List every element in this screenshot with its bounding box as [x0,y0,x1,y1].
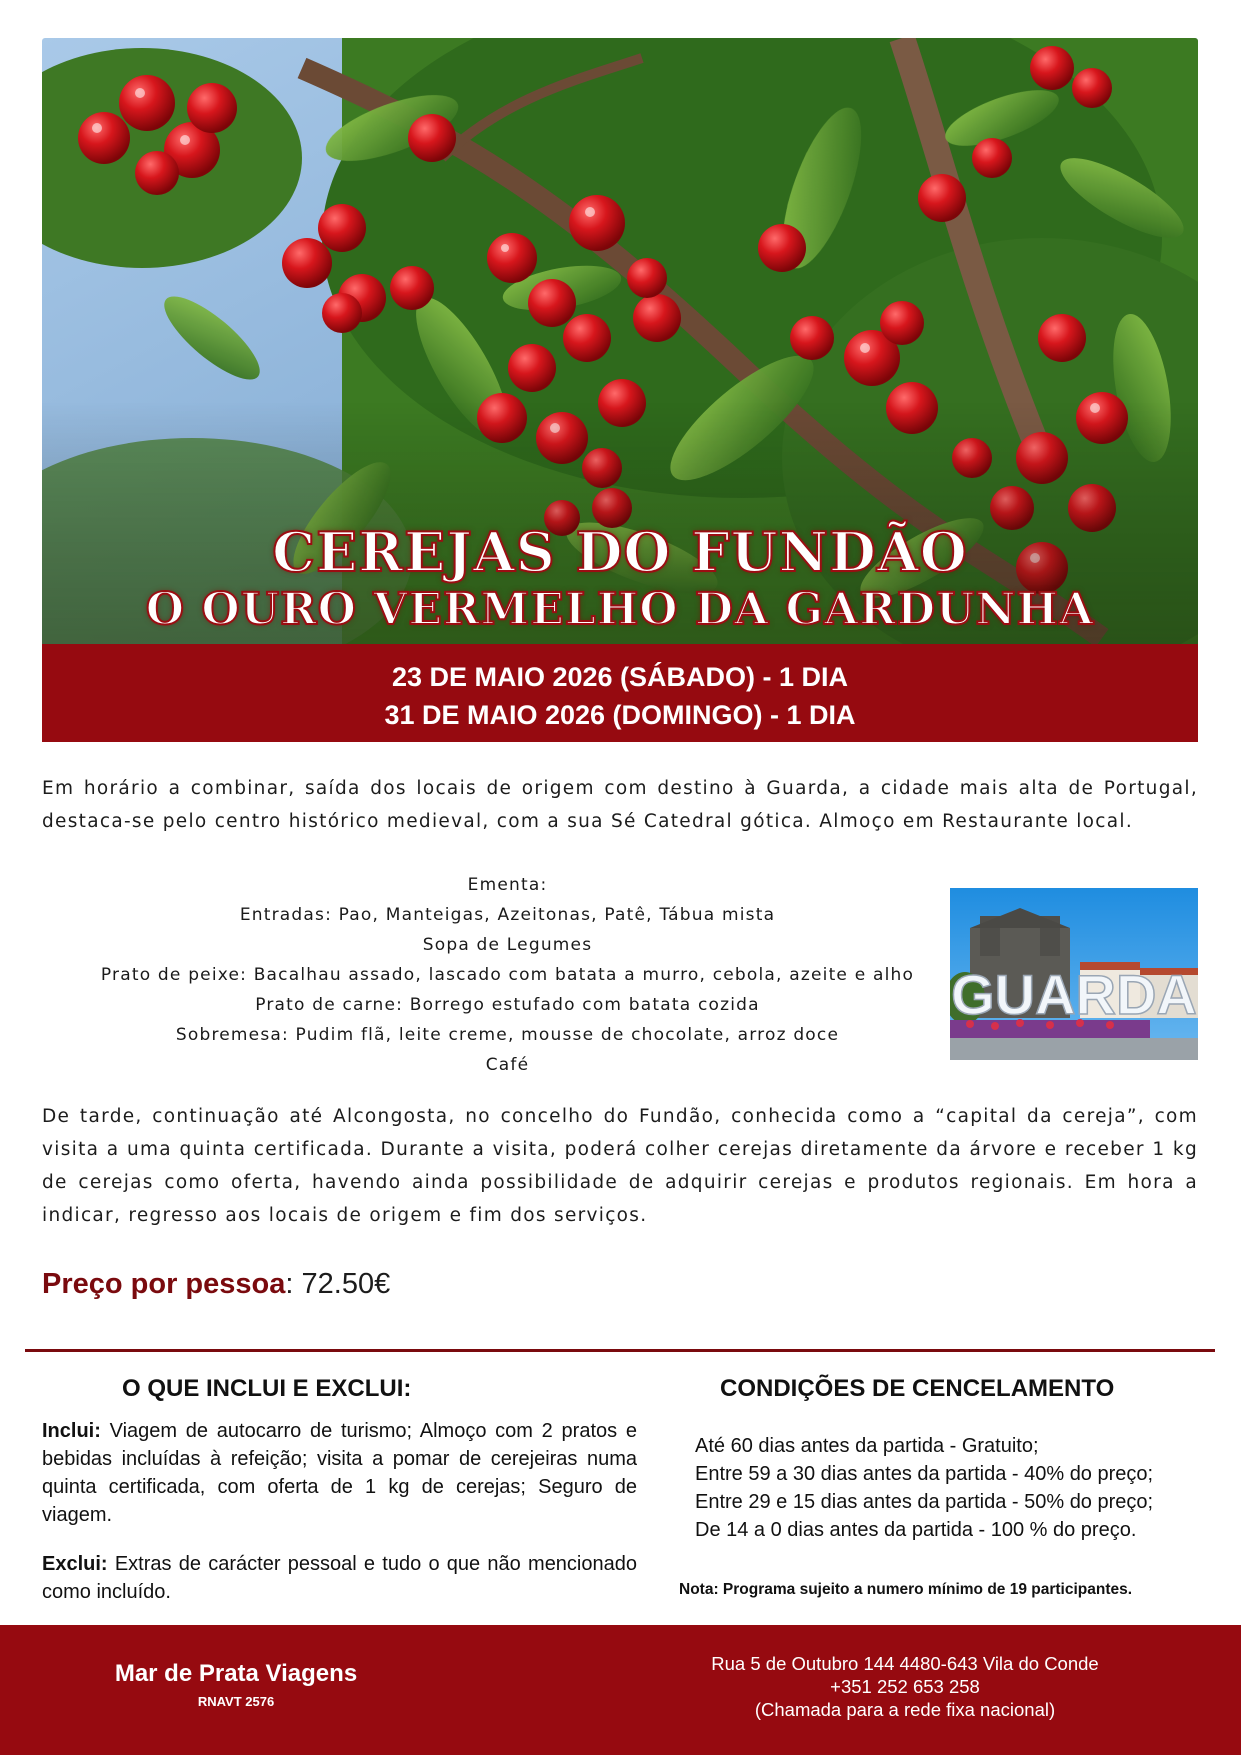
intro-paragraph: Em horário a combinar, saída dos locais de origem com destino à Guarda, a cidade mais alta de Portugal, destaca-se pelo centro histórico medieval, com a sua Sé Catedral gótica. Almoço em Restaurante local. [42,778,1198,832]
date-line-1: 23 DE MAIO 2026 (SÁBADO) - 1 DIA [391,662,849,692]
menu-item: Prato de peixe: Bacalhau assado, lascado com batata a murro, cebola, azeite e alho [100,965,915,985]
cancellation-conditions [695,1432,1153,1544]
afternoon-paragraph: De tarde, continuação até Alcongosta, no concelho do Fundão, conhecida como a “capital da cereja”, com visita a uma quinta certificada. Durante a visita, poderá colher cerejas diretamente da árvore e receber 1 kg de cerejas como oferta, havendo ainda possibilidade de adquirir cerejas e produtos regionais. Em hora a indicar, regresso aos locais de origem e fim dos serviços. [42,1106,1198,1226]
excludes-body: Extras de carácter pessoal e tudo o que não mencionado como incluído. [42,1553,637,1603]
rnavt-number: RNAVT 2576 [197,1694,275,1709]
company-name: Mar de Prata Viagens [114,1660,358,1687]
cancellation-line: Até 60 dias antes da partida - Gratuito; [695,1435,1039,1457]
guarda-city-photo [950,888,1198,1060]
excludes-text [42,1550,637,1606]
dates-banner [42,644,1198,742]
footer [0,1625,1241,1755]
date-line-2: 31 DE MAIO 2026 (DOMINGO) - 1 DIA [384,700,856,730]
hero-image [42,38,1198,644]
includes-body: Viagem de autocarro de turismo; Almoço com 2 pratos e bebidas incluídas à refeição; visita a pomar de cerejeiras numa quinta certificada, com oferta de 1 kg de cerejas; Seguro de viagem. [42,1420,637,1526]
phone-number: +351 252 653 258 [830,1676,980,1697]
menu-item: Prato de carne: Borrego estufado com batata cozida [255,995,760,1015]
includes-label: Inclui: [42,1420,101,1442]
menu-item: Sobremesa: Pudim flã, leite creme, mousse de chocolate, arroz doce [175,1025,840,1045]
cancellation-line: De 14 a 0 dias antes da partida - 100 % do preço. [695,1519,1137,1541]
excludes-label: Exclui: [42,1553,108,1575]
menu-item: Entradas: Pao, Manteigas, Azeitonas, Patê, Tábua mista [239,905,776,925]
menu-title: Ementa: [467,875,548,895]
price-line [42,1268,390,1301]
cancellation-line: Entre 59 a 30 dias antes da partida - 40% do preço; [695,1463,1154,1485]
includes-heading: O QUE INCLUI E EXCLUI: [122,1375,412,1402]
price-label: Preço por pessoa [42,1268,286,1300]
cancellation-line: Entre 29 e 15 dias antes da partida - 50% do preço; [695,1491,1154,1513]
cancellation-heading: CONDIÇÕES DE CENCELAMENTO [720,1375,1115,1402]
address: Rua 5 de Outubro 144 4480-643 Vila do Conde [711,1653,1099,1674]
hero-subtitle: O OURO VERMELHO DA GARDUNHA [145,584,1095,635]
menu-item: Café [485,1055,530,1075]
lunch-menu [60,870,955,1080]
participants-note: Nota: Programa sujeito a numero mínimo de 19 participantes. [679,1581,1133,1598]
contact-info [620,1652,1190,1721]
guarda-sign: GUARDA [951,963,1197,1026]
price-value: 72.50€ [301,1268,391,1300]
price-separator: : [285,1268,294,1300]
menu-item: Sopa de Legumes [422,935,593,955]
section-divider [25,1349,1215,1352]
hero-title: CEREJAS DO FUNDÃO [272,520,968,584]
phone-note: (Chamada para a rede fixa nacional) [754,1699,1056,1720]
includes-text [42,1417,637,1529]
